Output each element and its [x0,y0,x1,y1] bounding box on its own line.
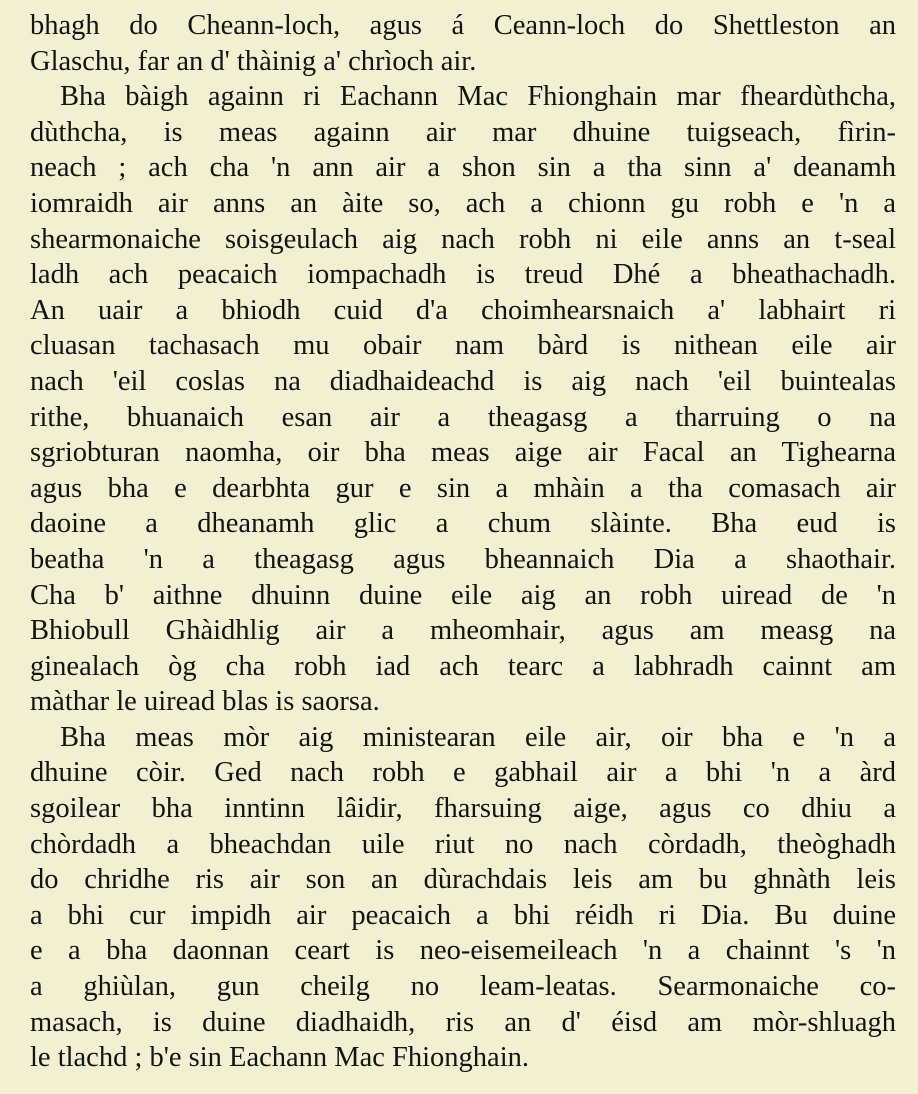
text-line: sgoilear bha inntinn lâidir, fharsuing aige, agus co dhiu a [30,793,896,825]
text-line: e a bha daonnan ceart is neo-eisemeileach 'n a chainnt 's 'n [30,935,896,967]
text-line: shearmonaiche soisgeulach aig nach robh ni eile anns an t-seal [30,223,896,255]
text-line: Cha b' aithne dhuinn duine eile aig an robh uiread de 'n [30,579,896,611]
text-line: ginealach òg cha robh iad ach tearc a labhradh cainnt am [30,650,896,682]
text-line: dhuine còir. Ged nach robh e gabhail air a bhi 'n a àrd [30,757,896,789]
text-line: ladh ach peacaich iompachadh is treud Dhé a bheathachadh. [30,259,896,291]
text-line: neach ; ach cha 'n ann air a shon sin a tha sinn a' deanamh [30,152,896,184]
text-line: agus bha e dearbhta gur e sin a mhàin a tha comasach air [30,472,896,504]
text-line: sgriobturan naomha, oir bha meas aige air Facal an Tighearna [30,437,896,469]
text-line: dùthcha, is meas againn air mar dhuine tuigseach, fìrin- [30,116,896,148]
text-line: a bhi cur impidh air peacaich a bhi réidh ri Dia. Bu duine [30,899,896,931]
text-line: An uair a bhiodh cuid d'a choimhearsnaich a' labhairt ri [30,294,896,326]
text-line: le tlachd ; b'e sin Eachann Mac Fhionghain. [30,1042,530,1074]
text-line: rithe, bhuanaich esan air a theagasg a tharruing o na [30,401,896,433]
document-page [30,8,896,1076]
text-line: bhagh do Cheann-loch, agus á Ceann-loch do Shettleston an [30,10,896,41]
text-line: a ghiùlan, gun cheilg no leam-leatas. Searmonaiche co- [30,971,896,1003]
text-line: Bha meas mòr aig ministearan eile air, oir bha e 'n a [60,721,896,753]
text-line: masach, is duine diadhaidh, ris an d' éisd am mòr-shluagh [30,1006,896,1038]
text-line: daoine a dheanamh glic a chum slàinte. Bha eud is [30,508,896,540]
text-line: do chridhe ris air son an dùrachdais leis am bu ghnàth leis [30,864,896,896]
text-line: cluasan tachasach mu obair nam bàrd is nithean eile air [30,330,896,362]
text-line: Bhiobull Ghàidhlig air a mheomhair, agus am measg na [30,615,896,647]
text-line: iomraidh air anns an àite so, ach a chionn gu robh e 'n a [30,187,896,219]
text-line: Glaschu, far an d' thàinig a' chrìoch air. [30,45,477,77]
text-line: nach 'eil coslas na diadhaideachd is aig nach 'eil buintealas [30,365,896,397]
text-line: Bha bàigh againn ri Eachann Mac Fhionghain mar fheardùthcha, [60,81,896,113]
text-line: chòrdadh a bheachdan uile riut no nach còrdadh, theòghadh [30,828,896,860]
text-line: beatha 'n a theagasg agus bheannaich Dia a shaothair. [30,543,896,575]
text-line: màthar le uiread blas is saorsa. [30,686,380,718]
